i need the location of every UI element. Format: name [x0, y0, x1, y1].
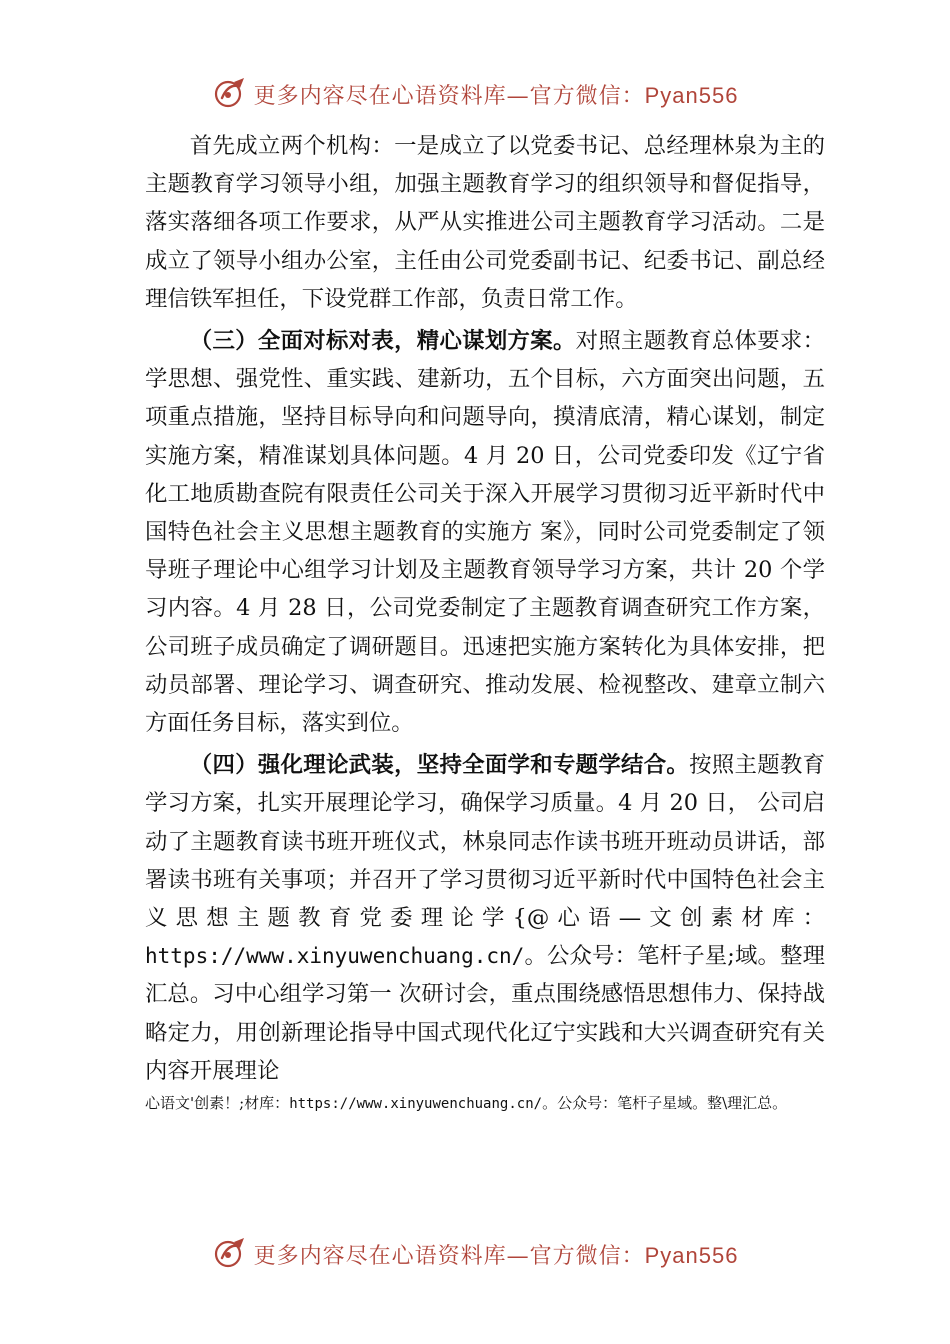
- paragraph-3: [145, 746, 825, 1090]
- library-logo-icon: [212, 76, 248, 112]
- library-logo-icon: [212, 1236, 248, 1272]
- paragraph-2-heading: （三）全面对标对表，精心谋划方案。: [189, 328, 576, 355]
- document-body: [145, 127, 825, 1090]
- banner-wechat-id: Pyan556: [644, 1242, 739, 1268]
- paragraph-3-heading: （四）强化理论武装，坚持全面学和专题学结合。: [189, 752, 690, 779]
- banner-text: 更多内容尽在心语资料库—官方微信：Pyan556: [253, 1242, 739, 1269]
- footnote-prefix: 心语文'创素！;材库：: [145, 1094, 290, 1112]
- footnote-url: https://www.xinyuwenchuang.cn/: [289, 1096, 543, 1112]
- footnote-suffix: 。公众号：笔杆子星域。整\理汇总。: [542, 1094, 788, 1112]
- paragraph-1: 首先成立两个机构：一是成立了以党委书记、总经理林泉为主的主题教育学习领导小组，加强主题教育学习的组织领导和督促指导，落实落细各项工作要求，从严从实推进公司主题教育学习活动。二是成立了领导小组办公室，主任由公司党委副书记、纪委书记、副总经理信铁军担任，下设党群工作部，负责日常工作。: [145, 133, 825, 312]
- paragraph-2-text: 对照主题教育总体要求：学思想、强党性、重实践、建新功，五个目标，六方面突出问题，五项重点措施，坚持目标导向和问题导向，摸清底清，精心谋划，制定实施方案，精准谋划具体问题。4 月 20 日，公司党委印发《辽宁省化工地质勘查院有限责任公司关于深入开展学习贯彻习近平新时代中国特色社会主义思想主题教育的实施方 案》，同时公司党委制定了领导班子理论中心组学习计划及主题教育领导学习方案，共计 20 个学习内容。4 月 28 日，公司党委制定了主题教育调查研究工作方案，公司班子成员确定了调研题目。迅速把实施方案转化为具体安排，把动员部署、理论学习、调查研究、推动发展、检视整改、建章立制六方面任务目标，落实到位。: [145, 328, 826, 737]
- footnote: [145, 1090, 825, 1117]
- paragraph-3-text: 按照主题教育学习方案，扎实开展理论学习，确保学习质量。4 月 20 日， 公司启动了主题教育读书班开班仪式，林泉同志作读书班开班动员讲话，部署读书班有关事项；并召开了学习贯彻习近平新时代中国特色社会主义思想主题教育党委理论学{@心语—文创素材库：: [145, 752, 825, 932]
- paragraph-3-text-end: 。公众号：笔杆子星;域。整理汇总。习中心组学习第一 次研讨会，重点围绕感悟思想伟力、保持战略定力，用创新理论指导中国式现代化辽宁实践和大兴调查研究有关内容开展理论: [145, 943, 825, 1084]
- banner-text: 更多内容尽在心语资料库—官方微信：Pyan556: [253, 82, 739, 109]
- banner-wechat-id: Pyan556: [644, 82, 739, 108]
- footer-banner: [0, 1232, 950, 1276]
- header-banner: [0, 72, 950, 116]
- paragraph-3-url: https://www.xinyuwenchuang.cn/: [145, 944, 525, 969]
- paragraph-2: [145, 322, 825, 742]
